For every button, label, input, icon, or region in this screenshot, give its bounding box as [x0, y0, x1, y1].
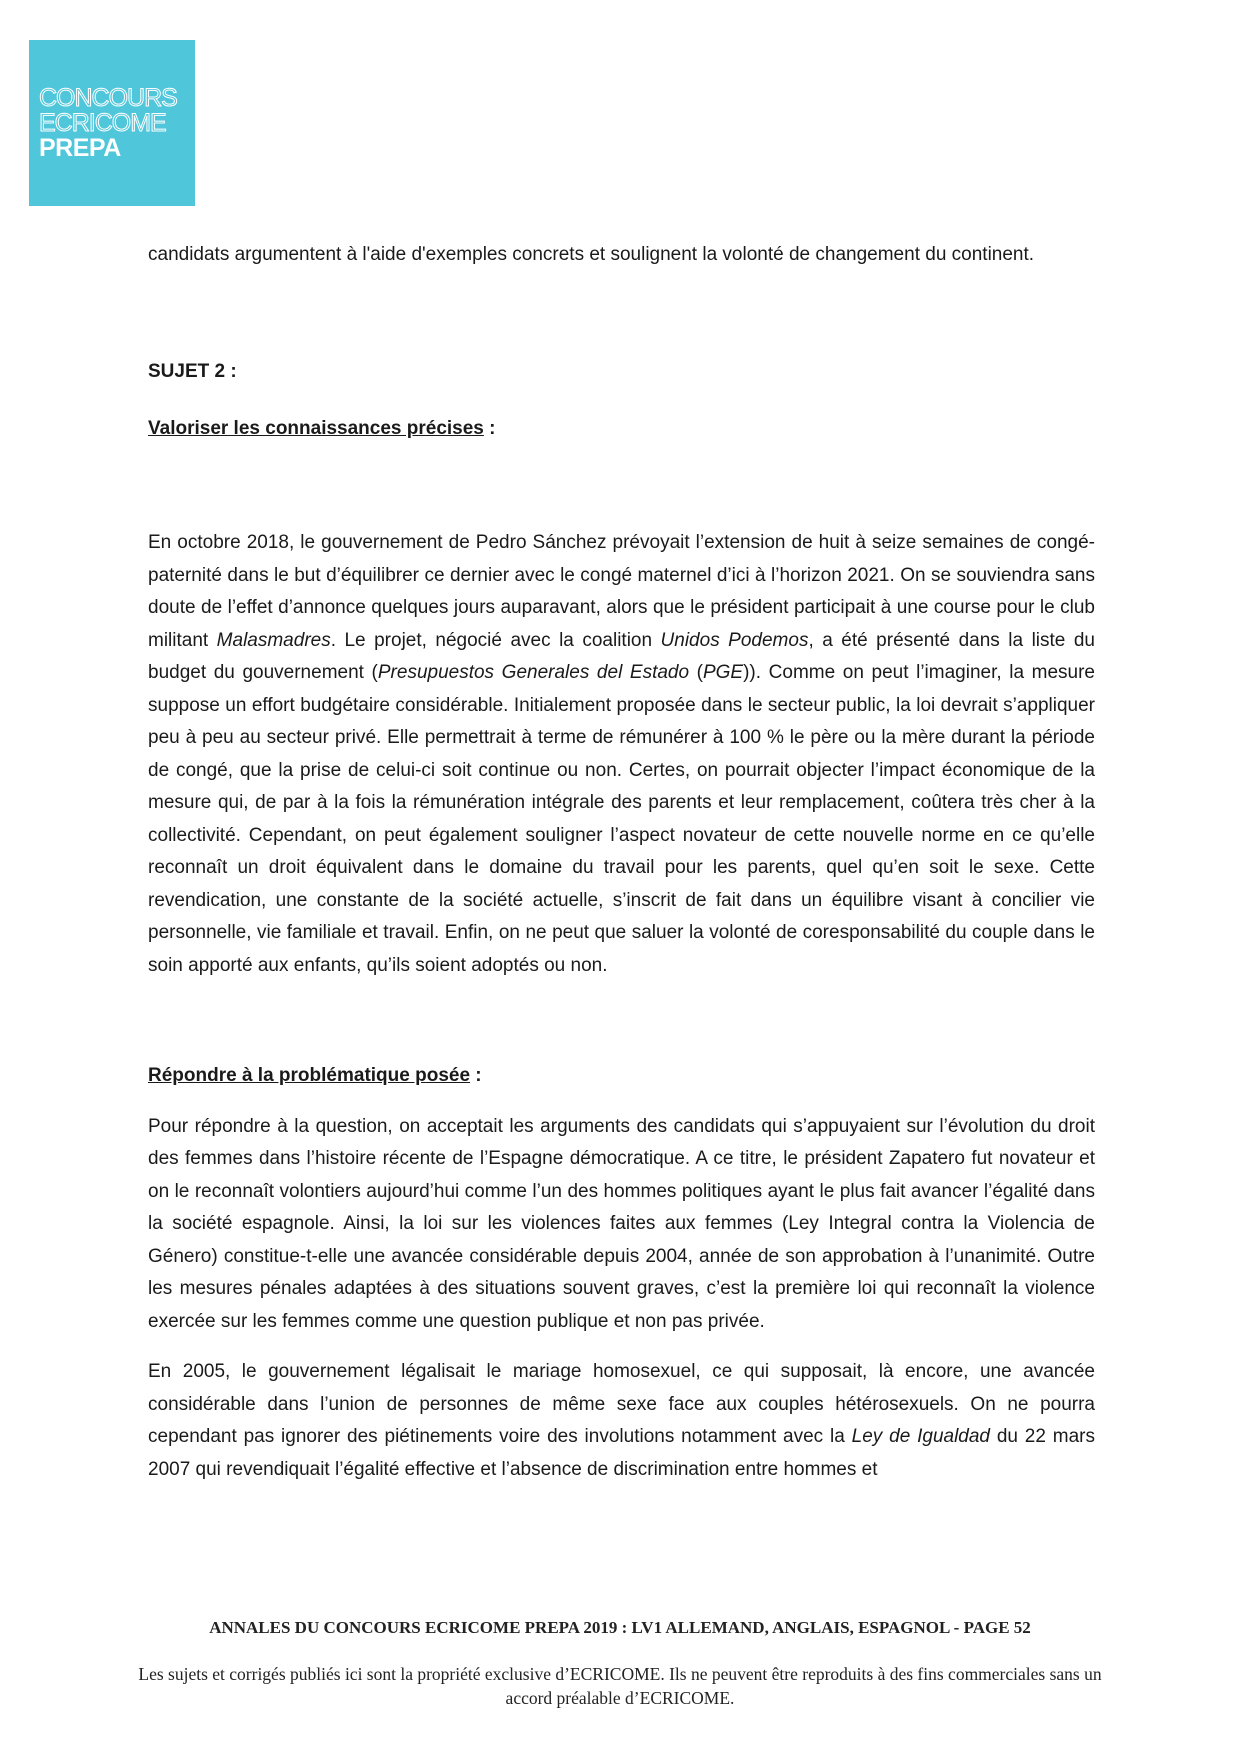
footer-copyright-note: Les sujets et corrigés publiés ici sont la propriété exclusive d’ECRICOME. Ils ne peuvent être reproduits à des fins commerciales sans un accord préalable d’ECRICOME.: [138, 1664, 1102, 1708]
logo-line-ecricome: ECRICOME: [39, 109, 166, 137]
section2-heading-colon: :: [470, 1065, 482, 1086]
section2-heading-text: Répondre à la problématique posée: [148, 1065, 471, 1086]
section1-heading: [148, 413, 1095, 446]
sujet-title: SUJET 2 :: [148, 361, 237, 382]
logo-line-concours: CONCOURS: [39, 84, 177, 112]
ecricome-logo: [29, 40, 195, 206]
s2-text-a: En 2005, le gouvernement légalisait le mariage homosexuel, ce qui supposait, là encore, une avancée considérable dans l’union de personnes de même sexe face aux couples hétérosexuels. On ne pourra cependant pas ignorer des piétinements voire des involutions notamment avec la: [148, 1361, 1095, 1447]
s1-text-a: En octobre 2018, le gouvernement de Pedro Sánchez prévoyait l’extension de huit à seize semaines de congé-paternité dans le but d’équilibrer ce dernier avec le congé maternel d’ici à l’horizon 2021. On se souviendra sans doute de l’effet d’annonce quelques jours auparavant, alors que le président participait à une course pour le club militant: [148, 532, 1095, 651]
section1-paragraph: [148, 527, 1095, 982]
footer-title: ANNALES DU CONCOURS ECRICOME PREPA 2019 : LV1 ALLEMAND, ANGLAIS, ESPAGNOL - PAGE 52: [209, 1618, 1031, 1637]
section1-heading-text: Valoriser les connaissances précises: [148, 417, 484, 439]
s1-italic-presupuestos: Presupuestos Generales del Estado: [377, 662, 690, 683]
s1-text-e: )). Comme on peut l’imaginer, la mesure suppose un effort budgétaire considérable. Initialement proposée dans le secteur public, la loi devrait s’appliquer peu à peu au secteur privé. Elle permettrait à terme de rémunérer à 100 % le père ou la mère durant la période de congé, que la prise de celui-ci soit continue ou non. Certes, on pourrait objecter l’impact économique de la mesure qui, de par à la fois la rémunération intégrale des parents et leur remplacement, coûtera très cher à la collectivité. Cependant, on peut également souligner l’aspect novateur de cette nouvelle norme en ce qu’elle reconnaît un droit équivalent dans le domaine du travail pour les parents, quel qu’en soit le sexe. Cette revendication, une constante de la société actuelle, s’inscrit de fait dans un équilibre visant à concilier vie personnelle, vie familiale et travail. Enfin, on ne peut que saluer la volonté de coresponsabilité du couple dans le soin apporté aux enfants, qu’ils soient adoptés ou non.: [148, 662, 1095, 976]
s2-text-b: du 22 mars 2007 qui revendiquait l’égalité effective et l’absence de discrimination entre hommes et: [148, 1426, 1095, 1480]
s1-italic-malasmadres: Malasmadres: [216, 629, 331, 651]
s2-italic-ley-de-igualdad: Ley de Igualdad: [851, 1426, 990, 1447]
s1-text-d: (: [689, 662, 703, 683]
document-body: [148, 240, 1095, 1486]
section2-paragraph-2: [148, 1356, 1095, 1486]
logo-line-prepa: PREPA: [39, 134, 121, 162]
section2-heading: [148, 1060, 1095, 1093]
section1-heading-colon: :: [483, 417, 496, 439]
intro-paragraph: candidats argumentent à l'aide d'exemples concrets et soulignent la volonté de changement du continent.: [148, 244, 1035, 265]
section2-paragraph-1: Pour répondre à la question, on acceptait les arguments des candidats qui s’appuyaient sur l’évolution du droit des femmes dans l’histoire récente de l’Espagne démocratique. A ce titre, le président Zapatero fut novateur et on le reconnaît volontiers aujourd’hui comme l’un des hommes politiques ayant le plus fait avancer l’égalité dans la société espagnole. Ainsi, la loi sur les violences faites aux femmes (Ley Integral contra la Violencia de Género) constitue-t-elle une avancée considérable depuis 2004, année de son approbation à l’unanimité. Outre les mesures pénales adaptées à des situations souvent graves, c’est la première loi qui reconnaît la violence exercée sur les femmes comme une question publique et non pas privée.: [148, 1115, 1095, 1332]
s1-italic-pge: PGE: [702, 662, 744, 683]
s1-text-b: . Le projet, négocié avec la coalition: [330, 629, 661, 651]
s1-text-c: , a été présenté dans la liste du budget du gouvernement (: [148, 629, 1095, 683]
s1-italic-unidos-podemos: Unidos Podemos: [660, 629, 809, 651]
